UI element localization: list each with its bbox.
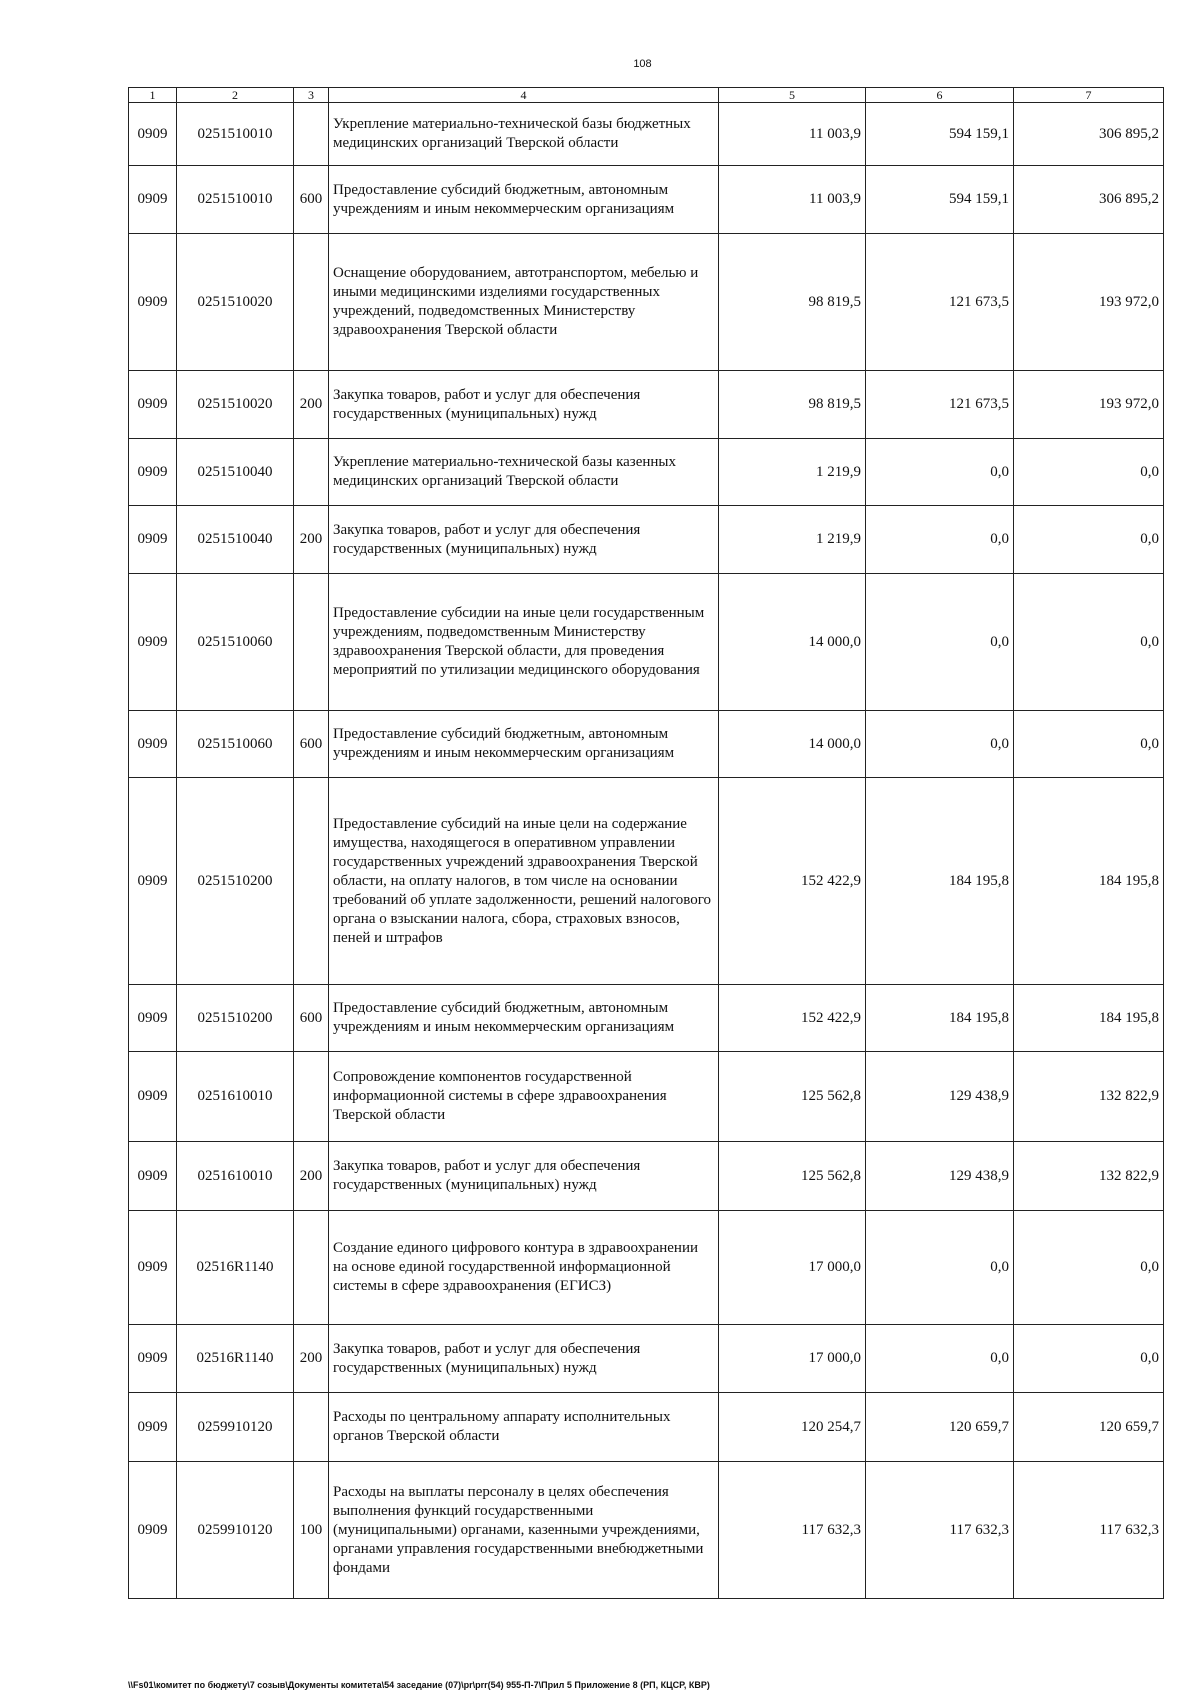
section-code: 0909 [129, 778, 177, 985]
target-article-code: 0251610010 [177, 1052, 294, 1142]
section-code: 0909 [129, 166, 177, 234]
section-code: 0909 [129, 1393, 177, 1462]
section-code: 0909 [129, 234, 177, 371]
section-code: 0909 [129, 439, 177, 506]
expense-type-code [294, 439, 329, 506]
row-description: Расходы на выплаты персоналу в целях обеспечения выполнения функций государственными (муниципальными) органами, казенными учреждениями, органами управления государственными внебюджетными фондами [329, 1462, 719, 1599]
target-article-code: 0251510040 [177, 506, 294, 574]
amount-col7: 117 632,3 [1014, 1462, 1164, 1599]
expense-type-code: 100 [294, 1462, 329, 1599]
amount-col5: 11 003,9 [719, 103, 866, 166]
amount-col5: 14 000,0 [719, 711, 866, 778]
table-row [129, 1142, 1164, 1211]
column-header: 1 [129, 88, 177, 103]
expense-type-code [294, 103, 329, 166]
amount-col7: 306 895,2 [1014, 103, 1164, 166]
row-description: Предоставление субсидий на иные цели на содержание имущества, находящегося в оперативном управлении государственных учреждений здравоохранения Тверской области, на оплату налогов, в том числе на основании требований об уплате задолженности, решений налогового органа о взыскании налога, сбора, страховых взносов, пеней и штрафов [329, 778, 719, 985]
table-row [129, 711, 1164, 778]
column-header: 4 [329, 88, 719, 103]
row-description: Предоставление субсидий бюджетным, автономным учреждениям и иным некоммерческим организациям [329, 711, 719, 778]
expense-type-code [294, 574, 329, 711]
target-article-code: 0251610010 [177, 1142, 294, 1211]
amount-col5: 1 219,9 [719, 506, 866, 574]
expense-type-code [294, 234, 329, 371]
amount-col5: 1 219,9 [719, 439, 866, 506]
amount-col6: 0,0 [866, 574, 1014, 711]
row-description: Закупка товаров, работ и услуг для обеспечения государственных (муниципальных) нужд [329, 1325, 719, 1393]
table-row [129, 1462, 1164, 1599]
row-description: Предоставление субсидий бюджетным, автономным учреждениям и иным некоммерческим организациям [329, 166, 719, 234]
amount-col5: 17 000,0 [719, 1325, 866, 1393]
row-description: Предоставление субсидий бюджетным, автономным учреждениям и иным некоммерческим организациям [329, 985, 719, 1052]
amount-col5: 17 000,0 [719, 1211, 866, 1325]
expense-type-code: 600 [294, 166, 329, 234]
target-article-code: 0259910120 [177, 1462, 294, 1599]
row-description: Сопровождение компонентов государственной информационной системы в сфере здравоохранения Тверской области [329, 1052, 719, 1142]
section-code: 0909 [129, 103, 177, 166]
amount-col7: 193 972,0 [1014, 371, 1164, 439]
amount-col7: 0,0 [1014, 711, 1164, 778]
target-article-code: 0251510060 [177, 711, 294, 778]
amount-col5: 120 254,7 [719, 1393, 866, 1462]
table-row [129, 103, 1164, 166]
target-article-code: 02516R1140 [177, 1325, 294, 1393]
amount-col6: 594 159,1 [866, 103, 1014, 166]
expense-type-code: 600 [294, 711, 329, 778]
amount-col7: 184 195,8 [1014, 985, 1164, 1052]
row-description: Укрепление материально-технической базы бюджетных медицинских организаций Тверской области [329, 103, 719, 166]
amount-col7: 306 895,2 [1014, 166, 1164, 234]
row-description: Закупка товаров, работ и услуг для обеспечения государственных (муниципальных) нужд [329, 506, 719, 574]
column-header: 5 [719, 88, 866, 103]
column-header: 6 [866, 88, 1014, 103]
expense-type-code [294, 778, 329, 985]
amount-col7: 0,0 [1014, 1325, 1164, 1393]
column-header: 7 [1014, 88, 1164, 103]
row-description: Закупка товаров, работ и услуг для обеспечения государственных (муниципальных) нужд [329, 1142, 719, 1211]
amount-col5: 98 819,5 [719, 234, 866, 371]
target-article-code: 0251510010 [177, 103, 294, 166]
table-row [129, 778, 1164, 985]
target-article-code: 0251510020 [177, 371, 294, 439]
amount-col6: 184 195,8 [866, 985, 1014, 1052]
target-article-code: 0251510010 [177, 166, 294, 234]
column-number-row [129, 88, 1164, 103]
target-article-code: 0251510060 [177, 574, 294, 711]
amount-col6: 120 659,7 [866, 1393, 1014, 1462]
section-code: 0909 [129, 985, 177, 1052]
column-header: 3 [294, 88, 329, 103]
section-code: 0909 [129, 1052, 177, 1142]
expense-type-code: 200 [294, 506, 329, 574]
amount-col6: 121 673,5 [866, 371, 1014, 439]
amount-col7: 120 659,7 [1014, 1393, 1164, 1462]
amount-col7: 132 822,9 [1014, 1142, 1164, 1211]
section-code: 0909 [129, 711, 177, 778]
row-description: Закупка товаров, работ и услуг для обеспечения государственных (муниципальных) нужд [329, 371, 719, 439]
expense-type-code [294, 1052, 329, 1142]
section-code: 0909 [129, 506, 177, 574]
section-code: 0909 [129, 1211, 177, 1325]
table-row [129, 1325, 1164, 1393]
row-description: Создание единого цифрового контура в здравоохранении на основе единой государственной информационной системы в сфере здравоохранения (ЕГИСЗ) [329, 1211, 719, 1325]
amount-col6: 0,0 [866, 1211, 1014, 1325]
amount-col6: 0,0 [866, 1325, 1014, 1393]
table-row [129, 985, 1164, 1052]
table-row [129, 574, 1164, 711]
row-description: Укрепление материально-технической базы казенных медицинских организаций Тверской области [329, 439, 719, 506]
row-description: Расходы по центральному аппарату исполнительных органов Тверской области [329, 1393, 719, 1462]
footer-file-path: \\Fs01\комитет по бюджету\7 созыв\Документы комитета\54 заседание (07)\pr\prr(54) 955-П-7\Прил 5 Приложение 8 (РП, КЦСР, КВР) [128, 1680, 710, 1690]
amount-col5: 125 562,8 [719, 1142, 866, 1211]
amount-col6: 129 438,9 [866, 1052, 1014, 1142]
section-code: 0909 [129, 371, 177, 439]
amount-col5: 98 819,5 [719, 371, 866, 439]
section-code: 0909 [129, 574, 177, 711]
target-article-code: 0251510200 [177, 985, 294, 1052]
section-code: 0909 [129, 1325, 177, 1393]
amount-col6: 594 159,1 [866, 166, 1014, 234]
target-article-code: 0251510020 [177, 234, 294, 371]
amount-col6: 0,0 [866, 439, 1014, 506]
amount-col6: 184 195,8 [866, 778, 1014, 985]
expense-type-code [294, 1211, 329, 1325]
target-article-code: 02516R1140 [177, 1211, 294, 1325]
target-article-code: 0251510200 [177, 778, 294, 985]
table-row [129, 1211, 1164, 1325]
amount-col6: 117 632,3 [866, 1462, 1014, 1599]
row-description: Оснащение оборудованием, автотранспортом, мебелью и иными медицинскими изделиями государственных учреждений, подведомственных Министерству здравоохранения Тверской области [329, 234, 719, 371]
expense-type-code: 200 [294, 371, 329, 439]
amount-col7: 132 822,9 [1014, 1052, 1164, 1142]
amount-col7: 0,0 [1014, 506, 1164, 574]
amount-col5: 152 422,9 [719, 778, 866, 985]
target-article-code: 0259910120 [177, 1393, 294, 1462]
table-row [129, 506, 1164, 574]
row-description: Предоставление субсидии на иные цели государственным учреждениям, подведомственным Министерству здравоохранения Тверской области, для проведения мероприятий по утилизации медицинского оборудования [329, 574, 719, 711]
amount-col7: 184 195,8 [1014, 778, 1164, 985]
target-article-code: 0251510040 [177, 439, 294, 506]
column-header: 2 [177, 88, 294, 103]
page-number: 108 [633, 58, 652, 70]
amount-col5: 125 562,8 [719, 1052, 866, 1142]
amount-col6: 0,0 [866, 711, 1014, 778]
section-code: 0909 [129, 1462, 177, 1599]
table-row [129, 1393, 1164, 1462]
amount-col6: 0,0 [866, 506, 1014, 574]
amount-col5: 11 003,9 [719, 166, 866, 234]
budget-table [128, 87, 1164, 1599]
expense-type-code: 600 [294, 985, 329, 1052]
amount-col5: 14 000,0 [719, 574, 866, 711]
section-code: 0909 [129, 1142, 177, 1211]
amount-col5: 117 632,3 [719, 1462, 866, 1599]
table-row [129, 371, 1164, 439]
expense-type-code: 200 [294, 1142, 329, 1211]
table-row [129, 1052, 1164, 1142]
amount-col7: 0,0 [1014, 574, 1164, 711]
amount-col7: 0,0 [1014, 439, 1164, 506]
amount-col6: 121 673,5 [866, 234, 1014, 371]
table-row [129, 166, 1164, 234]
amount-col6: 129 438,9 [866, 1142, 1014, 1211]
amount-col5: 152 422,9 [719, 985, 866, 1052]
expense-type-code: 200 [294, 1325, 329, 1393]
table-row [129, 234, 1164, 371]
amount-col7: 0,0 [1014, 1211, 1164, 1325]
table-row [129, 439, 1164, 506]
amount-col7: 193 972,0 [1014, 234, 1164, 371]
expense-type-code [294, 1393, 329, 1462]
